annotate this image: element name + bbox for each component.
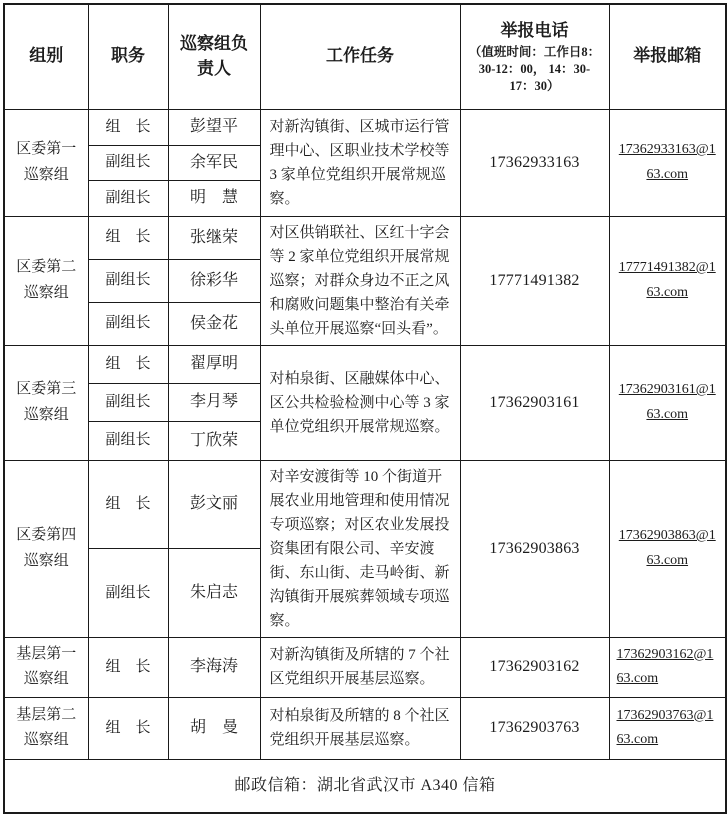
leader-name-cell: 明 慧 xyxy=(168,180,260,216)
phone-cell: 17362903863 xyxy=(460,460,609,637)
postal-box-address: 邮政信箱：湖北省武汉市 A340 信箱 xyxy=(4,759,726,813)
leader-name-cell: 徐彩华 xyxy=(168,259,260,302)
task-cell: 对区供销联社、区红十字会等 2 家单位党组织开展常规巡察；对群众身边不正之风和腐败问题集中整治有关牵头单位开展巡察“回头看”。 xyxy=(260,216,460,345)
inspection-groups-table xyxy=(3,3,727,814)
header-phone-hours: （值班时间：工作日8：30-12：00， 14：30-17：30） xyxy=(468,44,601,93)
phone-cell: 17771491382 xyxy=(460,216,609,345)
header-task: 工作任务 xyxy=(260,4,460,109)
leader-name-cell: 彭望平 xyxy=(168,109,260,145)
table-row xyxy=(4,637,726,697)
email-link[interactable]: 17362903162@163.com xyxy=(616,646,714,686)
group-name-cell: 基层第二巡察组 xyxy=(4,697,88,759)
email-cell xyxy=(609,637,726,697)
header-row xyxy=(4,4,726,109)
position-cell: 组 长 xyxy=(88,637,168,697)
position-cell: 组 长 xyxy=(88,697,168,759)
table-row xyxy=(4,216,726,259)
leader-name-cell: 张继荣 xyxy=(168,216,260,259)
leader-name-cell: 李月琴 xyxy=(168,383,260,421)
position-cell: 副组长 xyxy=(88,259,168,302)
email-cell xyxy=(609,109,726,216)
position-cell: 副组长 xyxy=(88,302,168,345)
group-name-cell: 区委第二巡察组 xyxy=(4,216,88,345)
position-cell: 副组长 xyxy=(88,145,168,180)
task-cell: 对新沟镇街及所辖的 7 个社区党组织开展基层巡察。 xyxy=(260,637,460,697)
group-name-cell: 区委第三巡察组 xyxy=(4,345,88,460)
position-cell: 副组长 xyxy=(88,383,168,421)
table-row xyxy=(4,697,726,759)
group-name-cell: 区委第一巡察组 xyxy=(4,109,88,216)
email-cell xyxy=(609,216,726,345)
position-cell: 组 长 xyxy=(88,460,168,549)
phone-cell: 17362903162 xyxy=(460,637,609,697)
phone-cell: 17362933163 xyxy=(460,109,609,216)
task-cell: 对辛安渡街等 10 个街道开展农业用地管理和使用情况专项巡察；对区农业发展投资集团有限公司、辛安渡街、东山街、走马岭街、新沟镇街开展殡葬领域专项巡察。 xyxy=(260,460,460,637)
position-cell: 副组长 xyxy=(88,180,168,216)
leader-name-cell: 朱启志 xyxy=(168,549,260,638)
footer-row xyxy=(4,759,726,813)
group-name-cell: 区委第四巡察组 xyxy=(4,460,88,637)
leader-name-cell: 彭文丽 xyxy=(168,460,260,549)
header-group: 组别 xyxy=(4,4,88,109)
group-name-cell: 基层第一巡察组 xyxy=(4,637,88,697)
table-row xyxy=(4,109,726,145)
task-cell: 对柏泉街、区融媒体中心、区公共检验检测中心等 3 家单位党组织开展常规巡察。 xyxy=(260,345,460,460)
header-phone xyxy=(460,4,609,109)
position-cell: 组 长 xyxy=(88,216,168,259)
leader-name-cell: 侯金花 xyxy=(168,302,260,345)
leader-name-cell: 翟厚明 xyxy=(168,345,260,383)
header-email: 举报邮箱 xyxy=(609,4,726,109)
phone-cell: 17362903763 xyxy=(460,697,609,759)
email-link[interactable]: 17362933163@163.com xyxy=(618,142,716,182)
table-row xyxy=(4,345,726,383)
position-cell: 副组长 xyxy=(88,421,168,460)
leader-name-cell: 余军民 xyxy=(168,145,260,180)
leader-name-cell: 李海涛 xyxy=(168,637,260,697)
task-cell: 对新沟镇街、区城市运行管理中心、区职业技术学校等 3 家单位党组织开展常规巡察。 xyxy=(260,109,460,216)
phone-cell: 17362903161 xyxy=(460,345,609,460)
email-cell xyxy=(609,697,726,759)
email-cell xyxy=(609,345,726,460)
task-cell: 对柏泉街及所辖的 8 个社区党组织开展基层巡察。 xyxy=(260,697,460,759)
email-link[interactable]: 17362903763@163.com xyxy=(616,707,714,747)
position-cell: 组 长 xyxy=(88,109,168,145)
email-cell xyxy=(609,460,726,637)
table-row xyxy=(4,460,726,549)
header-leader: 巡察组负责人 xyxy=(168,4,260,109)
leader-name-cell: 丁欣荣 xyxy=(168,421,260,460)
position-cell: 副组长 xyxy=(88,549,168,638)
email-link[interactable]: 17362903161@163.com xyxy=(618,382,716,422)
leader-name-cell: 胡 曼 xyxy=(168,697,260,759)
header-phone-title: 举报电话 xyxy=(500,21,569,41)
position-cell: 组 长 xyxy=(88,345,168,383)
email-link[interactable]: 17362903863@163.com xyxy=(618,528,716,568)
email-link[interactable]: 17771491382@163.com xyxy=(618,260,716,300)
header-position: 职务 xyxy=(88,4,168,109)
